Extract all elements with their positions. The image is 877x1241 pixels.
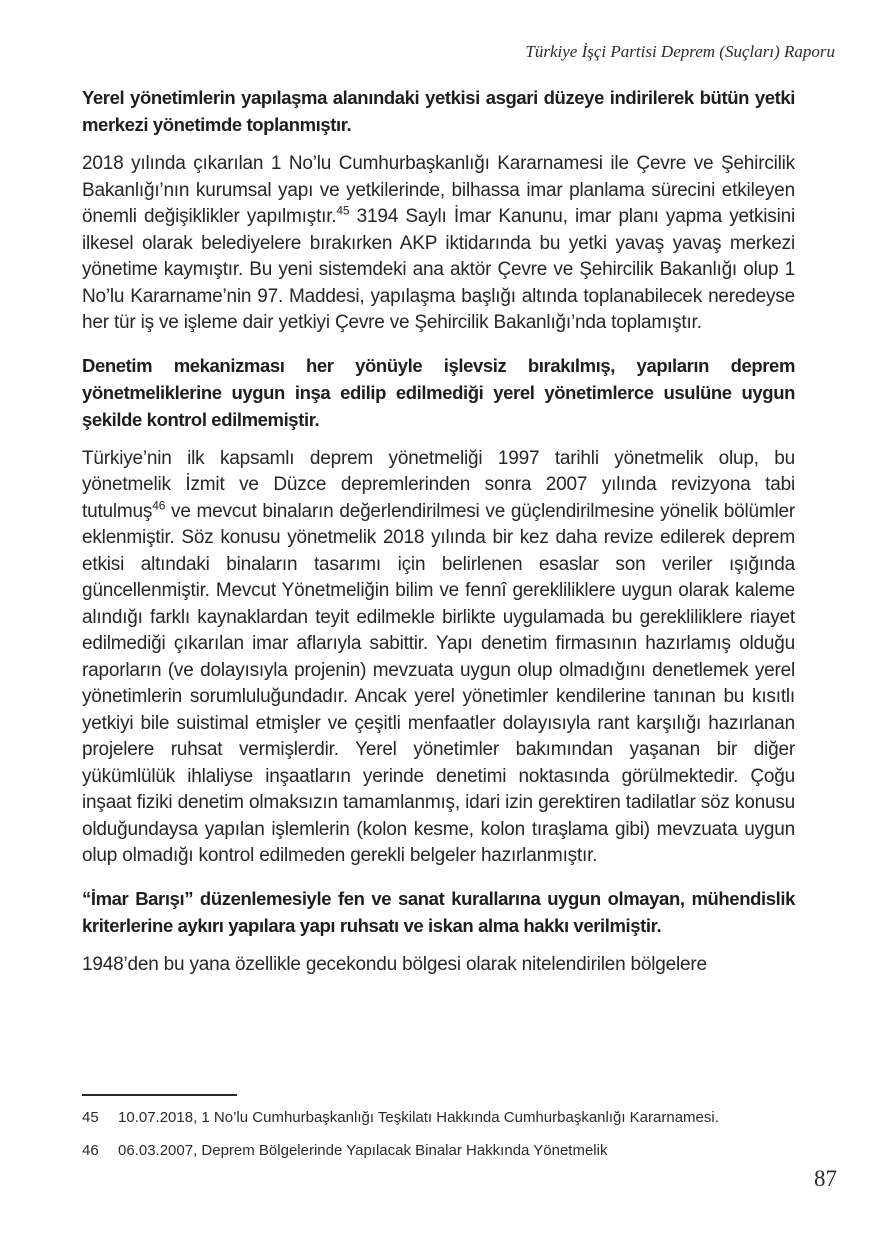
paragraph-text: 2018 yılında çıkarılan 1 No’lu Cumhurbaşkanlığı Kararnamesi ile Çevre ve Şehircilik Bakanlığı’nın kurumsal yapı ve yetkilerinde, bilhassa imar planlama sürecini etkileyen önemli değişiklikler yapılmıştır. (82, 153, 795, 227)
section-heading-1: Yerel yönetimlerin yapılaşma alanındaki yetkisi asgari düzeye indirilerek bütün yetki merkezi yönetimde toplanmıştır. (82, 87, 795, 135)
running-header: Türkiye İşçi Partisi Deprem (Suçları) Raporu (525, 42, 835, 61)
footnote-separator-rule (82, 1094, 237, 1096)
body-paragraph-1 (82, 151, 795, 337)
paragraph-text: ve mevcut binaların değerlendirilmesi ve güçlendirilmesine yönelik bölümler eklenmiştir. Söz konusu yönetmelik 2018 yılında bir kez daha revize edilerek deprem etkisi altındaki binaların tasarımı için belirlenen esaslar son veriler ışığında güncellenmiştir. Mevcut Yönetmeliğin bilim ve fennî gerekliliklere uygun olarak kaleme alındığı farklı kaynaklardan teyit edilmekle birlikte uygulamada bu gerekliliklere riayet edilmediği çıkarılan imar aflarıyla sabittir. Yapı denetim firmasının hazırlamış olduğu raporların (ve dolayısıyla projenin) mevzuata uygun olup olmadığını denetlemek yerel yönetimlerin sorumluluğundadır. Ancak yerel yönetimler kendilerine tanınan bu kısıtlı yetkiyi bile suistimal etmişler ve çeşitli menfaatler dolayısıyla rant karşılığı hazırlanan projelere ruhsat vermişlerdir. Yerel yönetimler bakımından yaşanan bir diğer yükümlülük ihlaliyse inşaatların yerinde denetimi noktasında görülmektedir. Çoğu inşaat fiziki denetim olmaksızın tamamlanmış, idari izin gerektiren tadilatlar söz konusu olduğundaysa yapılan işlemlerin (kolon kesme, kolon tıraşlama gibi) mevzuata uygun olup olmadığı kontrol edilmeden gerekli belgeler hazırlanmıştır. (82, 500, 795, 866)
page-number: 87 (814, 1166, 837, 1191)
section-heading-2: Denetim mekanizması her yönüyle işlevsiz bırakılmış, yapıların deprem yönetmeliklerine uygun inşa edilip edilmediği yerel yönetimlerce usulüne uygun şekilde kontrol edilmemiştir. (82, 354, 795, 430)
paragraph-text: Türkiye’nin ilk kapsamlı deprem yönetmeliği 1997 tarihli yönetmelik olup, bu yönetmelik İzmit ve Düzce depremlerinden sonra 2007 yılında revizyona tabi tutulmuş (82, 447, 795, 522)
page-body (82, 84, 795, 993)
body-paragraph-2 (82, 446, 795, 870)
footnote-number: 46 (82, 1142, 99, 1159)
footnote-marker-45: 45 (336, 203, 350, 218)
footnote-text: 10.07.2018, 1 No’lu Cumhurbaşkanlığı Teşkilatı Hakkında Cumhurbaşkanlığı Kararnamesi. (118, 1109, 719, 1126)
footnotes-section (82, 1094, 795, 1174)
body-paragraph-3: 1948’den bu yana özellikle gecekondu bölgesi olarak nitelendirilen bölgelere (82, 953, 707, 975)
footnote-item (82, 1141, 795, 1160)
footnote-item (82, 1108, 795, 1127)
footnote-number: 45 (82, 1109, 99, 1126)
section-heading-3: “İmar Barışı” düzenlemesiyle fen ve sanat kurallarına uygun olmayan, mühendislik kriterlerine aykırı yapılara yapı ruhsatı ve iskan alma hakkı verilmiştir. (82, 887, 795, 936)
footnote-marker-46: 46 (152, 498, 166, 513)
paragraph-text: 3194 Saylı İmar Kanunu, imar planı yapma yetkisini ilkesel olarak belediyelere bırakırken AKP iktidarında bu yetki yavaş yavaş merkezi yönetime kaymıştır. Bu yeni sistemdeki ana aktör Çevre ve Şehircilik Bakanlığı olup 1 No’lu Kararname’nin 97. Maddesi, yapılaşma başlığı altında toplanabilecek neredeyse her tür iş ve işleme dair yetkiyi Çevre ve Şehircilik Bakanlığı’nda toplamıştır. (82, 206, 796, 333)
footnote-text: 06.03.2007, Deprem Bölgelerinde Yapılacak Binalar Hakkında Yönetmelik (118, 1142, 608, 1159)
